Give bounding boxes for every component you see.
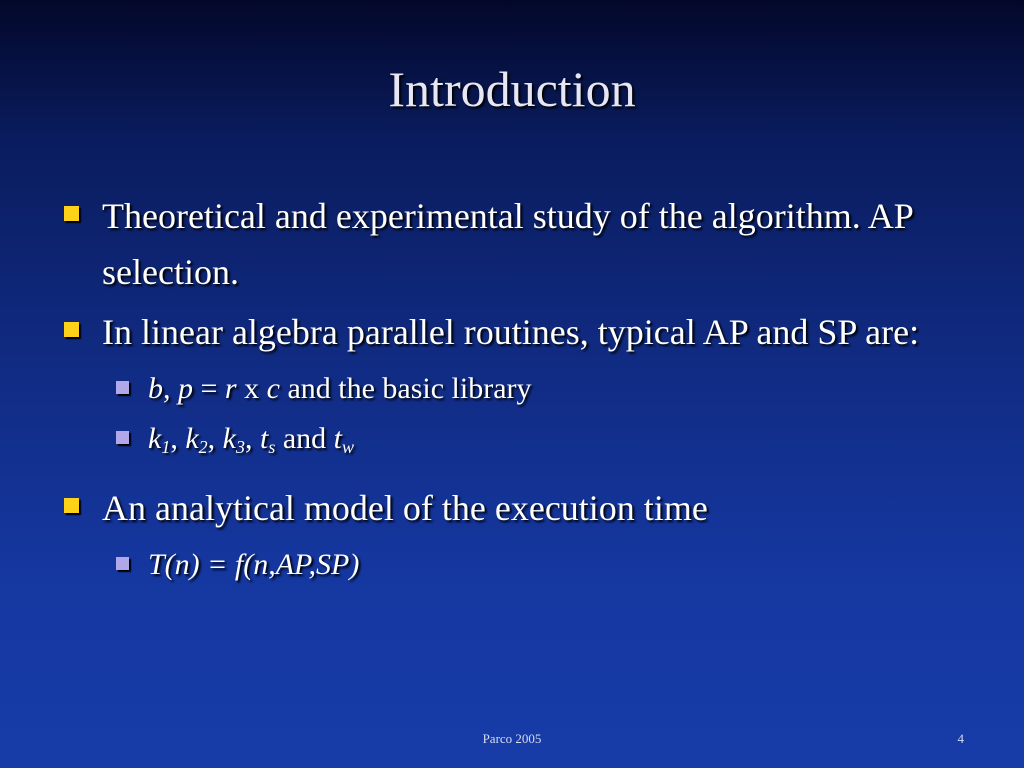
conjunction: and [275, 422, 334, 455]
math-var-b-p: b, p [148, 372, 193, 405]
subscript: w [342, 437, 355, 457]
separator: , [207, 422, 223, 455]
math-var-k: k [222, 422, 236, 455]
slide-content [62, 188, 982, 590]
subscript: s [268, 437, 276, 457]
slide-title: Introduction [388, 61, 636, 117]
math-equals: = [193, 372, 225, 405]
math-times: x [236, 372, 267, 405]
bullet-text: Theoretical and experimental study of the algorithm. AP selection. [102, 196, 913, 292]
math-var-k: k [148, 422, 162, 455]
math-formula: T(n) = f(n,AP,SP) [148, 548, 360, 581]
sub-bullet-item [62, 414, 982, 472]
subscript: 1 [161, 437, 171, 457]
bullet-text: An analytical model of the execution time [102, 488, 708, 528]
subscript: 3 [235, 437, 245, 457]
bullet-item [62, 480, 982, 536]
math-var-r: r [224, 372, 237, 405]
square-bullet-icon [116, 381, 129, 394]
math-var-t: t [333, 422, 343, 455]
sub-bullet-item [62, 540, 982, 590]
square-bullet-icon [116, 557, 129, 570]
bullet-item [62, 188, 982, 300]
square-bullet-icon [64, 206, 79, 221]
sub-bullet-item [62, 364, 982, 414]
math-var-t: t [259, 422, 269, 455]
spacer [62, 472, 982, 480]
footer-text: Parco 2005 [482, 731, 542, 746]
bullet-text: and the basic library [279, 372, 532, 405]
separator: , [170, 422, 186, 455]
square-bullet-icon [64, 322, 79, 337]
bullet-item [62, 304, 982, 360]
square-bullet-icon [64, 498, 79, 513]
square-bullet-icon [116, 431, 129, 444]
bullet-text: In linear algebra parallel routines, typical AP and SP are: [102, 312, 920, 352]
page-number: 4 [957, 731, 964, 746]
math-var-k: k [185, 422, 199, 455]
subscript: 2 [198, 437, 208, 457]
separator: , [244, 422, 260, 455]
math-var-c: c [266, 372, 280, 405]
